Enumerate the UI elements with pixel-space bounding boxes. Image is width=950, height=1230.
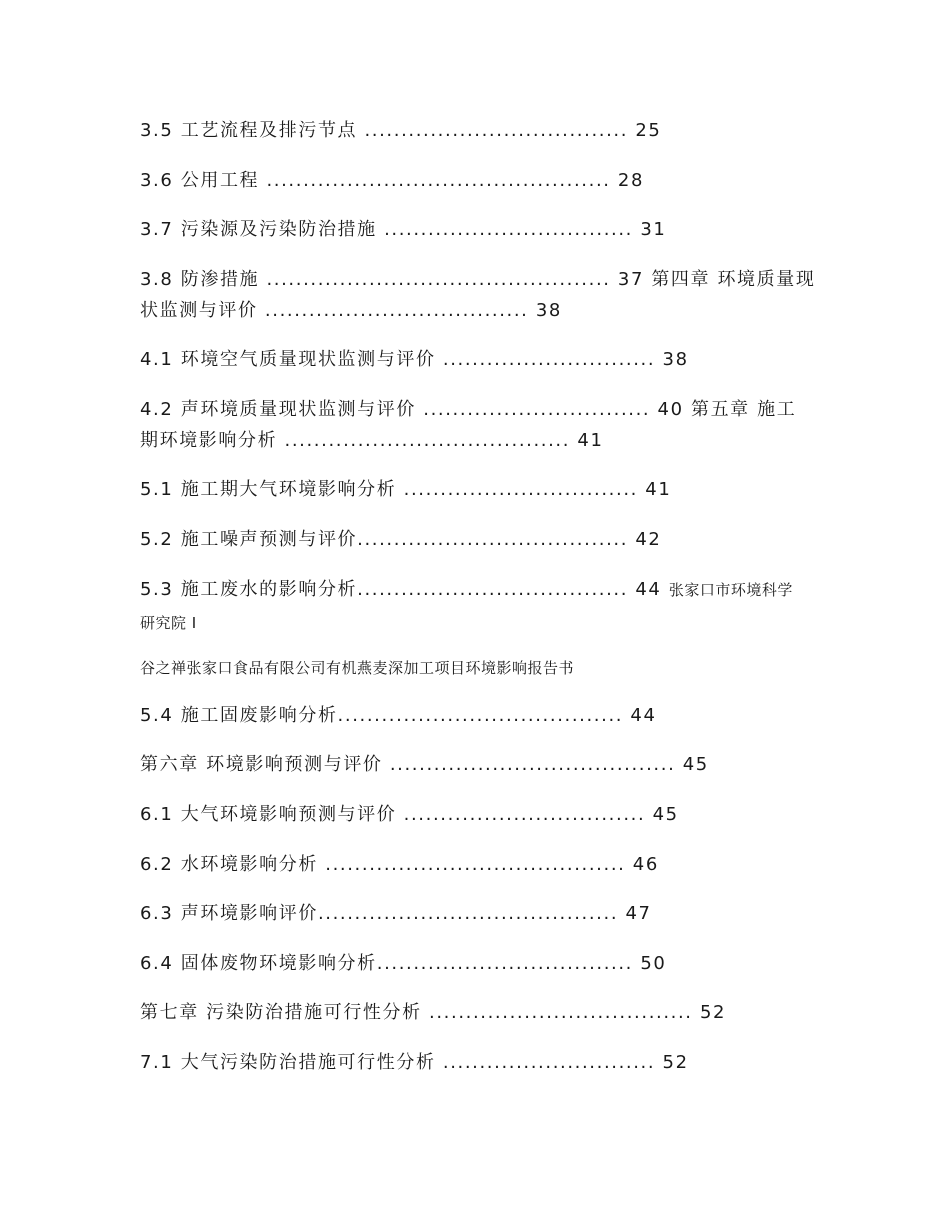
toc-entry-chapter-6[interactable]: 第六章 环境影响预测与评价 ....................................... 45 xyxy=(140,754,709,775)
toc-entry-4-2-with-chapter-5[interactable]: 4.2 声环境质量现状监测与评价 ............................... 40 第五章 施工 xyxy=(140,399,797,420)
toc-entry-3-7[interactable]: 3.7 污染源及污染防治措施 .................................. 31 xyxy=(140,219,667,240)
page-footer-institute: 张家口市环境科学 xyxy=(668,581,793,599)
page-header-report-title: 谷之禅张家口食品有限公司有机燕麦深加工项目环境影响报告书 xyxy=(140,659,575,677)
toc-entry-chapter-5-continued[interactable]: 期环境影响分析 ....................................... 41 xyxy=(140,430,604,451)
toc-entry-6-2[interactable]: 6.2 水环境影响分析 ......................................... 46 xyxy=(140,854,659,875)
toc-entry-4-1[interactable]: 4.1 环境空气质量现状监测与评价 ............................. 38 xyxy=(140,349,689,370)
toc-entry-chapter-7[interactable]: 第七章 污染防治措施可行性分析 .................................... 52 xyxy=(140,1002,727,1023)
toc-entry-3-5[interactable]: 3.5 工艺流程及排污节点 .................................... 25 xyxy=(140,120,662,141)
toc-entry-chapter-4-continued[interactable]: 状监测与评价 .................................... 38 xyxy=(140,300,562,321)
toc-entry-3-8-with-chapter-4[interactable]: 3.8 防渗措施 ............................................... 37 第四章 环境质量现 xyxy=(140,269,816,290)
toc-entry-5-3[interactable]: 5.3 施工废水的影响分析..................................... 44 xyxy=(140,579,662,600)
toc-entry-6-3[interactable]: 6.3 声环境影响评价......................................... 47 xyxy=(140,903,652,924)
toc-entry-5-2[interactable]: 5.2 施工噪声预测与评价..................................... 42 xyxy=(140,529,662,550)
toc-entry-5-1[interactable]: 5.1 施工期大气环境影响分析 ................................ 41 xyxy=(140,479,672,500)
toc-entry-7-1[interactable]: 7.1 大气污染防治措施可行性分析 ............................. 52 xyxy=(140,1052,689,1073)
toc-entry-3-6[interactable]: 3.6 公用工程 ............................................... 28 xyxy=(140,170,645,191)
toc-entry-5-4[interactable]: 5.4 施工固废影响分析....................................... 44 xyxy=(140,705,657,726)
page-footer-institute-continued: 研究院 I xyxy=(140,614,197,632)
toc-entry-5-3-row xyxy=(140,579,793,601)
toc-entry-6-1[interactable]: 6.1 大气环境影响预测与评价 ................................. 45 xyxy=(140,804,679,825)
toc-entry-6-4[interactable]: 6.4 固体废物环境影响分析................................... 50 xyxy=(140,953,667,974)
